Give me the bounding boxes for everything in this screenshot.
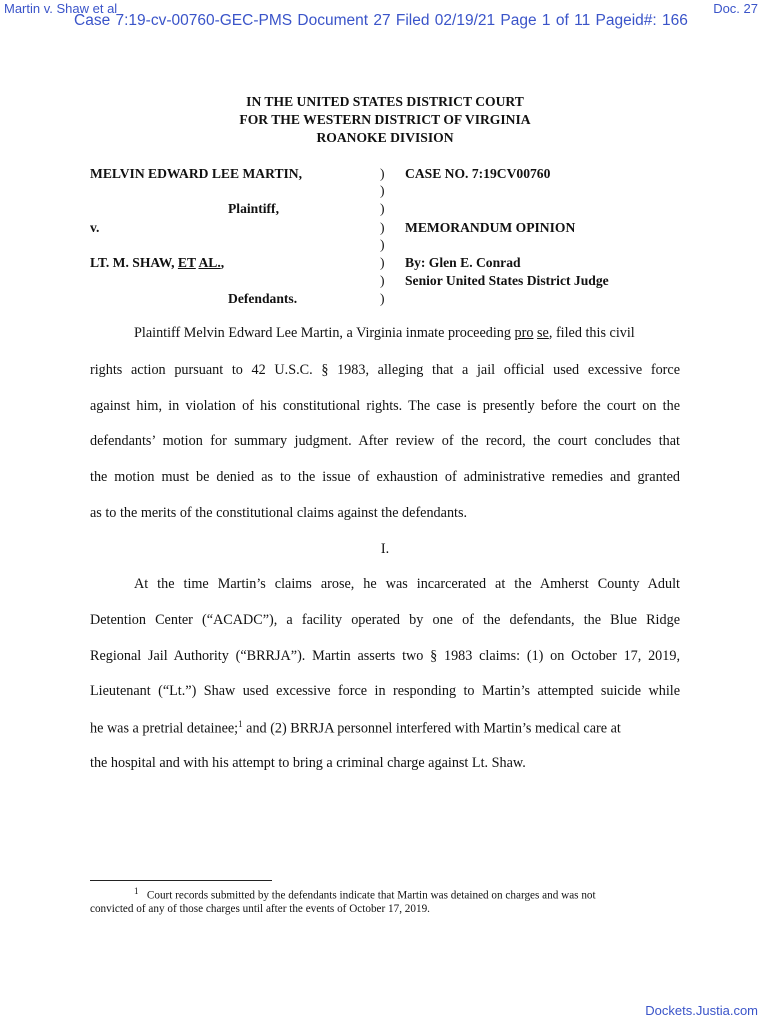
defendant-comma: ,: [220, 255, 225, 270]
pro-se-pro: pro: [514, 325, 534, 341]
section-line: Detention Center (“ACADC”), a facility operated by one of the defendants, the Blue Ridge: [90, 612, 680, 628]
section-line: [90, 719, 680, 738]
intro-text: Plaintiff Melvin Edward Lee Martin, a Virginia inmate proceeding: [134, 325, 511, 341]
intro-line: defendants’ motion for summary judgment. After review of the record, the court concludes that: [90, 433, 680, 449]
caption-paren: ): [380, 273, 385, 288]
section-text: and (2) BRRJA personnel interfered with Martin’s medical care at: [242, 720, 621, 737]
case-number: CASE NO. 7:19CV00760: [405, 166, 551, 181]
plaintiff-name: MELVIN EDWARD LEE MARTIN,: [90, 166, 303, 181]
section-line: Regional Jail Authority (“BRRJA”). Martin asserts two § 1983 claims: (1) on October 17, 2019,: [90, 648, 680, 664]
docket-number-link[interactable]: Doc. 27: [713, 1, 758, 16]
intro-line: against him, in violation of his constitutional rights. The case is presently before the court on the: [90, 398, 680, 414]
caption-paren: ): [380, 291, 385, 306]
footnote-marker[interactable]: 1: [238, 719, 243, 729]
section-heading: I.: [380, 541, 390, 557]
footnote-text: Court records submitted by the defendants indicate that Martin was detained on charges and was not: [146, 889, 596, 902]
section-text: he was a pretrial detainee;: [90, 720, 239, 737]
footnote-number: 1: [134, 886, 139, 896]
intro-line: [134, 325, 680, 342]
footnote-divider: [90, 880, 272, 881]
intro-line: the motion must be denied as to the issue of exhaustion of administrative remedies and granted: [90, 469, 680, 485]
court-heading-line1: IN THE UNITED STATES DISTRICT COURT: [246, 94, 524, 109]
section-line: Lieutenant (“Lt.”) Shaw used excessive force in responding to Martin’s attempted suicide while: [90, 683, 680, 699]
court-heading-line3: ROANOKE DIVISION: [316, 130, 454, 145]
section-line: At the time Martin’s claims arose, he was incarcerated at the Amherst County Adult: [134, 576, 680, 592]
caption-paren: ): [380, 183, 385, 198]
intro-line: rights action pursuant to 42 U.S.C. § 1983, alleging that a jail official used excessive force: [90, 362, 680, 378]
document-type: MEMORANDUM OPINION: [405, 220, 576, 235]
caption-paren: ): [380, 166, 385, 181]
caption-paren: ): [380, 237, 385, 252]
footnote-line: [134, 886, 680, 902]
intro-text: , filed this civil: [548, 325, 635, 341]
judge-title: Senior United States District Judge: [405, 273, 609, 288]
defendant-name: [90, 255, 224, 271]
caption-paren: ): [380, 201, 385, 216]
court-heading-line2: FOR THE WESTERN DISTRICT OF VIRGINIA: [239, 112, 531, 127]
caption-paren: ): [380, 255, 385, 270]
versus-label: v.: [90, 220, 100, 235]
caption-paren: ): [380, 220, 385, 235]
defendant-name-text: LT. M. SHAW,: [90, 255, 175, 270]
pro-se-se: se: [537, 325, 549, 341]
intro-line: as to the merits of the constitutional claims against the defendants.: [90, 505, 468, 521]
footnote-line: convicted of any of those charges until after the events of October 17, 2019.: [90, 903, 430, 915]
judge-name: By: Glen E. Conrad: [405, 255, 521, 270]
plaintiff-role: Plaintiff,: [228, 201, 279, 216]
defendant-et: ET: [177, 255, 196, 270]
case-title-link[interactable]: Martin v. Shaw et al: [4, 1, 118, 16]
defendant-al: AL.: [198, 255, 221, 270]
defendant-role: Defendants.: [228, 291, 298, 306]
filing-stamp: Case 7:19-cv-00760-GEC-PMS Document 27 Filed 02/19/21 Page 1 of 11 Pageid#: 166: [74, 12, 688, 29]
section-line: the hospital and with his attempt to bring a criminal charge against Lt. Shaw.: [90, 755, 526, 771]
justia-link[interactable]: Dockets.Justia.com: [645, 1003, 758, 1018]
